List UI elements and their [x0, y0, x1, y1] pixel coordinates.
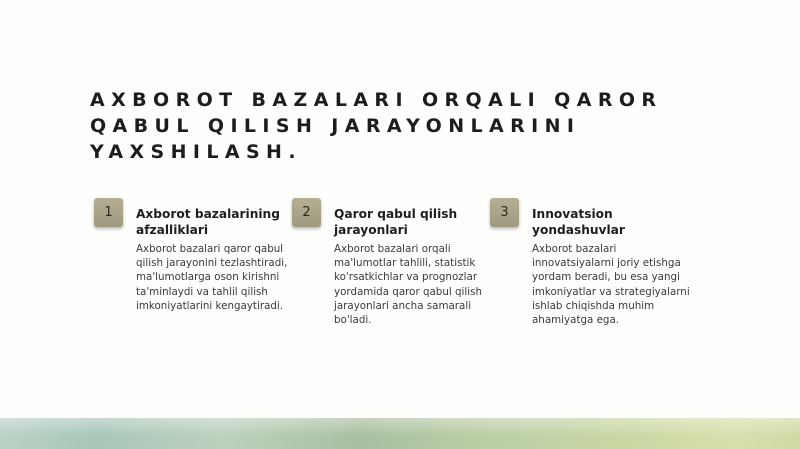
- number-badge: 3: [490, 198, 519, 227]
- number-badge: 1: [94, 198, 123, 227]
- number-badge: 2: [292, 198, 321, 227]
- feature-card-3: [490, 198, 690, 338]
- card-description: Axborot bazalari orqali ma'lumotlar tahlili, statistik ko'rsatkichlar va prognozlar yordamida qaror qabul qilish jarayonlari ancha samarali bo'ladi.: [334, 243, 483, 327]
- card-title: Axborot bazalarining afzalliklari: [136, 207, 280, 237]
- decorative-footer-band: [0, 418, 800, 449]
- card-description: Axborot bazalari innovatsiyalarni joriy etishga yordam beradi, bu esa yangi imkoniyatlar va strategiyalarni ishlab chiqishda muhim ahamiyatga ega.: [532, 243, 690, 327]
- slide-title: AXBOROT BAZALARI ORQALI QAROR QABUL QILISH JARAYONLARINI YAXSHILASH.: [90, 89, 663, 163]
- card-description: Axborot bazalari qaror qabul qilish jarayonini tezlashtiradi, ma'lumotlarga oson kirishni ta'minlaydi va tahlil qilish imkoniyatlarini kengaytiradi.: [136, 243, 288, 312]
- feature-card-2: [292, 198, 482, 338]
- feature-card-1: [94, 198, 288, 338]
- card-title: Qaror qabul qilish jarayonlari: [334, 207, 458, 237]
- card-title: Innovatsion yondashuvlar: [532, 207, 625, 237]
